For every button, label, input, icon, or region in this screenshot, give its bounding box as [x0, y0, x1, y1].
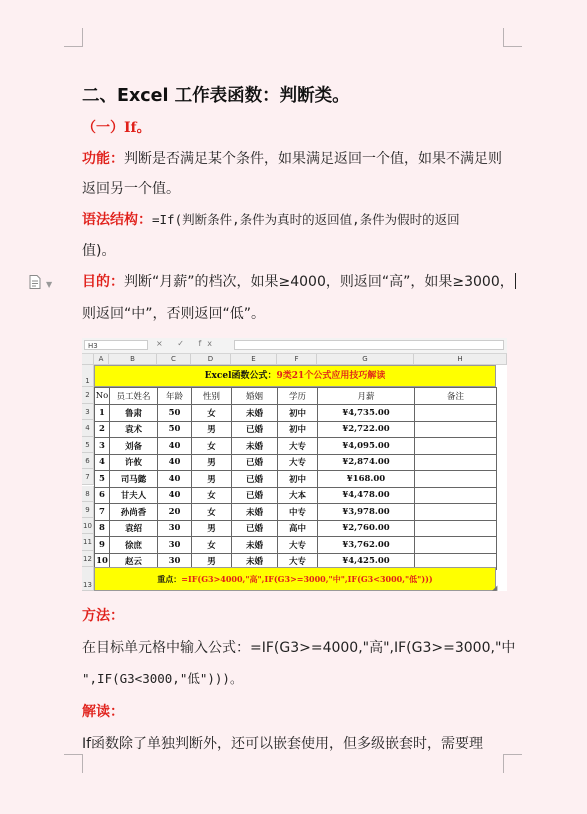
table-cell: 徐庶: [110, 537, 158, 554]
table-cell: ¥4,478.00: [318, 487, 415, 504]
table-cell: 7: [95, 504, 110, 521]
table-cell: 已婚: [232, 421, 278, 438]
method-heading: [82, 606, 124, 626]
header-cell: 员工姓名: [110, 388, 158, 405]
table-cell: 大专: [278, 537, 318, 554]
subsection-heading: （一）If。: [82, 120, 151, 136]
table-cell: 已婚: [232, 454, 278, 471]
footer-formula: =IF(G3>4000,"高",IF(G3>=3000,"中",IF(G3<3000,"低"))): [181, 574, 433, 584]
table-cell: 大本: [278, 487, 318, 504]
paragraph-icon[interactable]: [29, 275, 41, 289]
table-cell: 大专: [278, 438, 318, 455]
table-cell: 未婚: [232, 504, 278, 521]
interpretation-line-1: If函数除了单独判断外，还可以嵌套使用，但多级嵌套时，需要理: [82, 736, 484, 752]
table-cell: 女: [192, 537, 232, 554]
column-header: G: [317, 354, 414, 365]
table-cell: 30: [158, 553, 192, 570]
table-cell: ¥4,425.00: [318, 553, 415, 570]
row-header: 9: [82, 502, 94, 518]
row-header: 5: [82, 437, 94, 453]
table-cell: ¥4,095.00: [318, 438, 415, 455]
table-row: [95, 454, 497, 471]
salary-table: [94, 387, 497, 570]
table-cell: 3: [95, 438, 110, 455]
resize-handle-icon: ◢: [492, 584, 498, 591]
table-cell: 5: [95, 471, 110, 488]
table-cell: [415, 405, 497, 422]
table-cell: 男: [192, 471, 232, 488]
table-cell: 袁绍: [110, 520, 158, 537]
row-header: 8: [82, 486, 94, 502]
row-header: 1: [82, 365, 94, 387]
table-cell: ¥3,978.00: [318, 504, 415, 521]
table-cell: 8: [95, 520, 110, 537]
header-cell: 备注: [415, 388, 497, 405]
table-cell: 鲁肃: [110, 405, 158, 422]
header-cell: 年龄: [158, 388, 192, 405]
footer-label: 重点：: [157, 574, 182, 584]
function-line-2: 返回另一个值。: [82, 181, 180, 197]
sheet-title-prefix: Excel函数公式：: [204, 371, 277, 381]
table-cell: 6: [95, 487, 110, 504]
row-header: 2: [82, 387, 94, 404]
table-cell: 女: [192, 504, 232, 521]
spreadsheet-image: [82, 338, 507, 591]
text-cursor: [515, 273, 516, 289]
method-label: 方法：: [82, 608, 124, 624]
table-cell: [415, 537, 497, 554]
table-row: [95, 405, 497, 422]
table-cell: 40: [158, 454, 192, 471]
row-header: 11: [82, 534, 94, 550]
table-cell: 大专: [278, 454, 318, 471]
table-cell: 2: [95, 421, 110, 438]
row-header: 3: [82, 404, 94, 420]
table-cell: 女: [192, 405, 232, 422]
syntax-line-1: [82, 210, 460, 230]
row-header: 6: [82, 453, 94, 469]
formula-input: [234, 340, 504, 350]
column-header: H: [414, 354, 507, 365]
table-cell: 未婚: [232, 405, 278, 422]
row-header: 13: [82, 567, 94, 591]
table-cell: 许攸: [110, 454, 158, 471]
name-box: H3: [84, 340, 148, 350]
table-cell: 刘备: [110, 438, 158, 455]
interpretation-label: 解读：: [82, 704, 124, 720]
table-cell: 未婚: [232, 553, 278, 570]
column-header: E: [231, 354, 277, 365]
header-cell: 学历: [278, 388, 318, 405]
page-corner-mark: [64, 28, 83, 47]
table-row: [95, 438, 497, 455]
goal-label: 目的：: [82, 274, 124, 290]
table-cell: 高中: [278, 520, 318, 537]
row-header: 10: [82, 518, 94, 534]
goal-text: 判断“月薪”的档次，如果≥4000，则返回“高”，如果≥3000，: [124, 274, 514, 290]
table-cell: 20: [158, 504, 192, 521]
table-cell: ¥2,760.00: [318, 520, 415, 537]
table-cell: 司马懿: [110, 471, 158, 488]
row-header: 7: [82, 469, 94, 485]
syntax-text: =If(判断条件,条件为真时的返回值,条件为假时的返回: [152, 212, 460, 227]
table-cell: 40: [158, 471, 192, 488]
table-cell: 4: [95, 454, 110, 471]
syntax-label: 语法结构：: [82, 212, 152, 228]
table-cell: [415, 438, 497, 455]
table-cell: 男: [192, 520, 232, 537]
table-row: [95, 504, 497, 521]
table-cell: 男: [192, 421, 232, 438]
table-cell: 10: [95, 553, 110, 570]
table-cell: [415, 471, 497, 488]
table-cell: 未婚: [232, 438, 278, 455]
page-corner-mark: [503, 28, 522, 47]
table-cell: [415, 454, 497, 471]
chevron-down-icon[interactable]: ▼: [46, 280, 53, 289]
table-cell: 40: [158, 438, 192, 455]
column-header: B: [109, 354, 157, 365]
table-cell: 50: [158, 405, 192, 422]
formula-bar-icons: × ✓ fx: [156, 339, 219, 348]
table-cell: [415, 520, 497, 537]
row-header: 12: [82, 551, 94, 567]
page-corner-mark: [64, 754, 83, 773]
table-cell: 女: [192, 438, 232, 455]
header-cell: No: [95, 388, 110, 405]
method-line-1: [82, 638, 515, 658]
header-cell: 月薪: [318, 388, 415, 405]
row-header: 4: [82, 420, 94, 436]
table-cell: 1: [95, 405, 110, 422]
table-cell: 40: [158, 487, 192, 504]
table-cell: ¥4,735.00: [318, 405, 415, 422]
table-cell: 50: [158, 421, 192, 438]
table-cell: [415, 504, 497, 521]
table-cell: 初中: [278, 421, 318, 438]
method-text: 在目标单元格中输入公式：=IF(G3>=4000,"高",IF(G3>=3000,"中: [82, 640, 516, 656]
table-cell: 初中: [278, 471, 318, 488]
table-cell: [415, 421, 497, 438]
goal-line-2: 则返回“中”，否则返回“低”。: [82, 306, 266, 322]
table-cell: 9: [95, 537, 110, 554]
table-cell: 未婚: [232, 537, 278, 554]
table-cell: 30: [158, 537, 192, 554]
table-cell: 大专: [278, 553, 318, 570]
column-header: C: [157, 354, 191, 365]
table-cell: ¥2,874.00: [318, 454, 415, 471]
table-cell: 赵云: [110, 553, 158, 570]
table-cell: 30: [158, 520, 192, 537]
function-label: 功能：: [82, 151, 124, 167]
table-cell: 已婚: [232, 487, 278, 504]
table-cell: ¥2,722.00: [318, 421, 415, 438]
table-cell: ¥3,762.00: [318, 537, 415, 554]
table-cell: 男: [192, 553, 232, 570]
table-cell: 已婚: [232, 471, 278, 488]
table-row: [95, 537, 497, 554]
table-cell: [415, 487, 497, 504]
sheet-title: [94, 365, 496, 387]
table-row: [95, 487, 497, 504]
syntax-line-2: 值)。: [82, 243, 116, 259]
table-cell: 初中: [278, 405, 318, 422]
table-row: [95, 471, 497, 488]
column-header: D: [191, 354, 231, 365]
section-heading: 二、Excel 工作表函数：判断类。: [82, 86, 350, 106]
column-header: F: [277, 354, 317, 365]
corner-header: [82, 354, 94, 365]
table-cell: 男: [192, 454, 232, 471]
column-header: A: [94, 354, 109, 365]
table-cell: 已婚: [232, 520, 278, 537]
table-header-row: [95, 388, 497, 405]
goal-line-1: [82, 272, 516, 292]
header-cell: 性别: [192, 388, 232, 405]
sheet-title-highlight: 9类21个公式应用技巧解读: [276, 371, 386, 381]
interpretation-heading: [82, 702, 124, 722]
function-text: 判断是否满足某个条件，如果满足返回一个值，如果不满足则: [124, 151, 502, 167]
sheet-footer: [94, 567, 496, 591]
page-corner-mark: [503, 754, 522, 773]
table-cell: 孙尚香: [110, 504, 158, 521]
header-cell: 婚姻: [232, 388, 278, 405]
table-cell: ¥168.00: [318, 471, 415, 488]
table-row: [95, 421, 497, 438]
table-cell: 甘夫人: [110, 487, 158, 504]
table-cell: 中专: [278, 504, 318, 521]
table-cell: 女: [192, 487, 232, 504]
table-row: [95, 520, 497, 537]
formula-bar: [82, 338, 507, 354]
table-cell: 袁术: [110, 421, 158, 438]
method-line-2: ",IF(G3<3000,"低")))。: [82, 671, 243, 686]
function-line-1: [82, 149, 502, 169]
